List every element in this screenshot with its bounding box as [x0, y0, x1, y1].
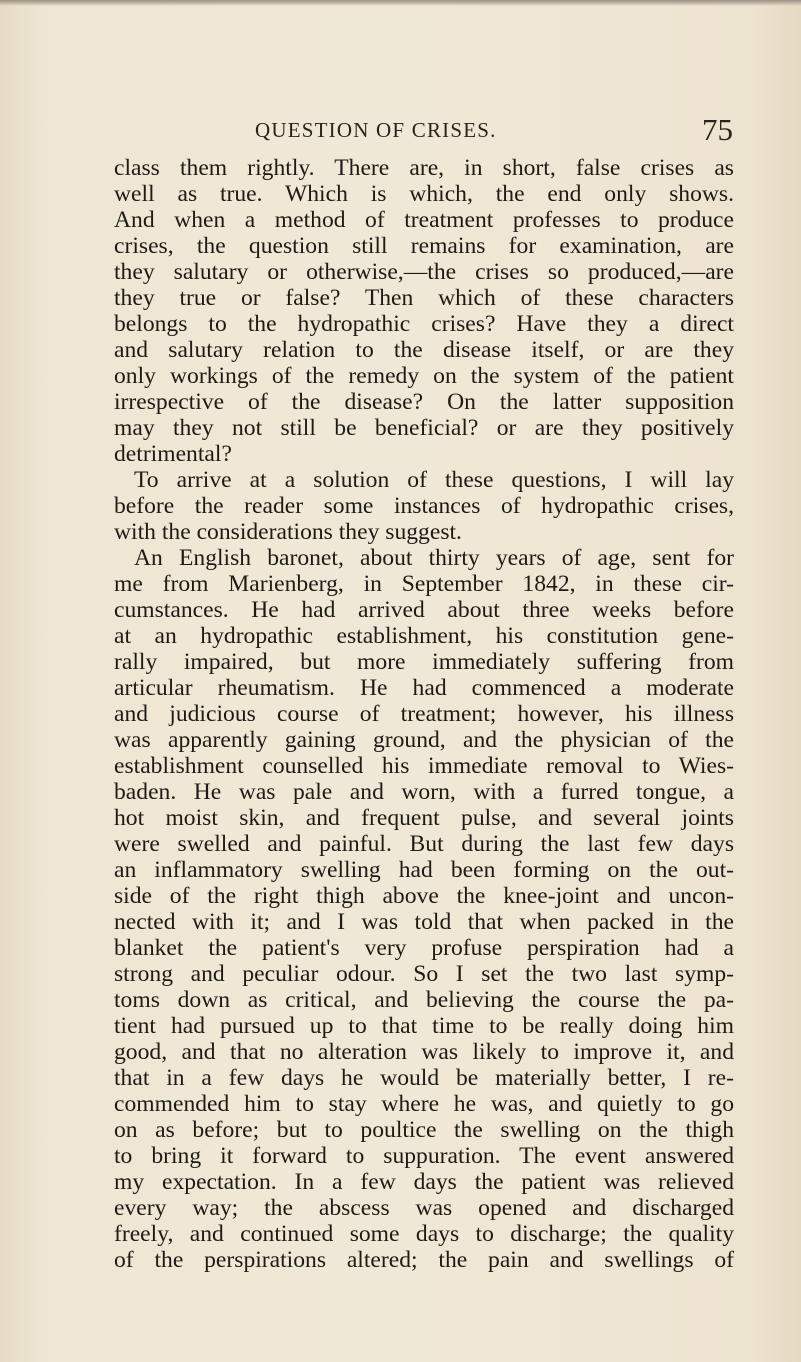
text-line: that in a few days he would be materially better, I re- — [114, 1065, 734, 1091]
page-top-edge — [0, 0, 801, 6]
text-line: before the reader some instances of hydropathic crises, — [114, 493, 734, 519]
text-line: and salutary relation to the disease itself, or are they — [114, 337, 734, 363]
text-line: of the perspirations altered; the pain and swellings of — [114, 1247, 734, 1273]
text-line: every way; the abscess was opened and discharged — [114, 1195, 734, 1221]
paragraph-first-line: To arrive at a solution of these questions, I will lay — [134, 467, 734, 493]
text-line: cumstances. He had arrived about three weeks before — [114, 597, 734, 623]
text-line: they salutary or otherwise,—the crises so produced,—are — [114, 259, 734, 285]
text-line: tient had pursued up to that time to be really doing him — [114, 1013, 734, 1039]
text-line: an inflammatory swelling had been forming on the out- — [114, 857, 734, 883]
text-line: blanket the patient's very profuse perspiration had a — [114, 935, 734, 961]
paragraph-end-line: with the considerations they suggest. — [114, 519, 462, 545]
text-line: hot moist skin, and frequent pulse, and several joints — [114, 805, 734, 831]
text-line: well as true. Which is which, the end only shows. — [114, 181, 734, 207]
text-line: were swelled and painful. But during the last few days — [114, 831, 734, 857]
text-line: my expectation. In a few days the patient was relieved — [114, 1169, 734, 1195]
text-line: baden. He was pale and worn, with a furred tongue, a — [114, 779, 734, 805]
page-number: 75 — [702, 112, 733, 147]
text-line: only workings of the remedy on the system of the patient — [114, 363, 734, 389]
text-line: to bring it forward to suppuration. The event answered — [114, 1143, 734, 1169]
text-line: at an hydropathic establishment, his constitution gene- — [114, 623, 734, 649]
text-line: strong and peculiar odour. So I set the two last symp- — [114, 961, 734, 987]
text-line: toms down as critical, and believing the course the pa- — [114, 987, 734, 1013]
text-line: freely, and continued some days to discharge; the quality — [114, 1221, 734, 1247]
text-line: may they not still be beneficial? or are they positively — [114, 415, 734, 441]
paragraph-first-line: An English baronet, about thirty years of age, sent for — [134, 545, 734, 571]
paragraph-end-line: detrimental? — [114, 441, 232, 467]
text-line: belongs to the hydropathic crises? Have they a direct — [114, 311, 734, 337]
text-line: and judicious course of treatment; however, his illness — [114, 701, 734, 727]
running-head — [0, 112, 801, 152]
text-line: rally impaired, but more immediately suffering from — [114, 649, 734, 675]
body-text — [114, 155, 734, 1273]
text-line: crises, the question still remains for examination, are — [114, 233, 734, 259]
text-line: good, and that no alteration was likely to improve it, and — [114, 1039, 734, 1065]
text-line: side of the right thigh above the knee-joint and uncon- — [114, 883, 734, 909]
text-line: me from Marienberg, in September 1842, in these cir- — [114, 571, 734, 597]
running-title: QUESTION OF CRISES. — [255, 118, 497, 142]
text-line: on as before; but to poultice the swelling on the thigh — [114, 1117, 734, 1143]
text-line: nected with it; and I was told that when packed in the — [114, 909, 734, 935]
text-line: they true or false? Then which of these characters — [114, 285, 734, 311]
text-line: class them rightly. There are, in short, false crises as — [114, 155, 734, 181]
text-line: establishment counselled his immediate removal to Wies- — [114, 753, 734, 779]
text-line: irrespective of the disease? On the latter supposition — [114, 389, 734, 415]
text-line: commended him to stay where he was, and quietly to go — [114, 1091, 734, 1117]
text-line: articular rheumatism. He had commenced a moderate — [114, 675, 734, 701]
text-line: was apparently gaining ground, and the physician of the — [114, 727, 734, 753]
text-line: And when a method of treatment professes to produce — [114, 207, 734, 233]
